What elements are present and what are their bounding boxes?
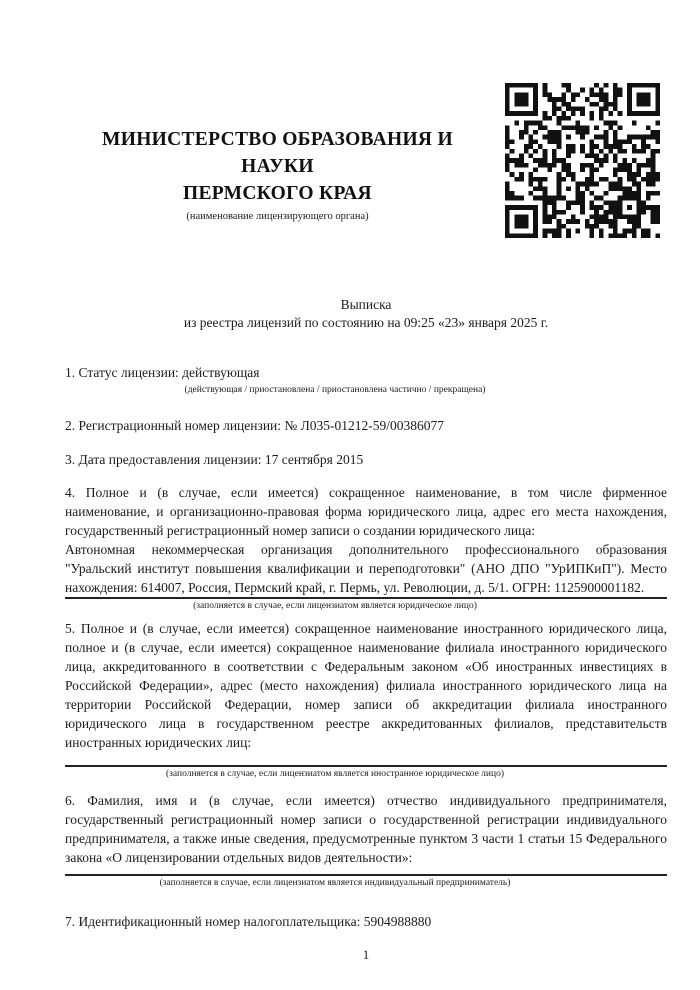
item-1-license-status: 1. Статус лицензии: действующая [65,365,260,380]
document-title-line2: из реестра лицензий по состоянию на 09:25 «23» января 2025 г. [183,315,549,330]
item-4-caption: (заполняется в случае, если лицензиатом является юридическое лицо) [193,601,477,611]
item-6-entrepreneur-question: 6. Фамилия, имя и (в случае, если имеется) отчество индивидуального предпринимателя, государственный регистрационный номер записи о государственной регистрации индивидуального предпринимателя, а также иные сведения, предусмотренные пунктом 3 части 1 статьи 15 Федерального закона «О лицензировании отдельных видов деятельности»: [65,793,667,865]
item-2-registration-number: 2. Регистрационный номер лицензии: № Л035-01212-59/00386077 [65,418,445,433]
page-number: 1 [362,947,370,962]
item-5-caption: (заполняется в случае, если лицензиатом является иностранное юридическое лицо) [166,769,504,779]
qr-code [505,83,660,238]
item-4-legal-entity-question: 4. Полное и (в случае, если имеется) сокращенное наименование, в том числе фирменное наименование, и организационно-правовая форма юридического лица, адрес его места нахождения, государственный регистрационный номер записи о создании юридического лица: [65,485,667,538]
item-4-fill-line [65,597,667,599]
item-6-caption: (заполняется в случае, если лицензиатом является индивидуальный предприниматель) [159,878,511,888]
item-5-fill-line [65,765,667,767]
item-5-foreign-entity-question: 5. Полное и (в случае, если имеется) сокращенное наименование иностранного юридического лица, полное и (в случае, если имеется) сокращенное наименование филиала иностранного юридического лица, аккредитованного в соответствии с Федеральным законом «Об иностранных инвестициях в Российской Федерации», адрес (место нахождения) филиала иностранного юридического лица на территории Российской Федерации, номер записи об аккредитации филиала иностранного юридического лица в государственном реестре аккредитованных филиалов, представительств иностранных юридических лиц: [65,621,667,750]
item-1-caption: (действующая / приостановлена / приостановлена частично / прекращена) [184,385,486,395]
licensing-authority-header [65,126,490,223]
ministry-caption: (наименование лицензирующего органа) [186,211,369,222]
document-title [65,296,667,332]
ministry-name-line2: ПЕРМСКОГО КРАЯ [183,183,372,204]
document-body [65,363,667,964]
item-4-legal-entity-answer: Автономная некоммерческая организация дополнительного профессионального образования "Уральский институт повышения квалификации и переподготовки" (АНО ДПО "УрИПКиП"). Место нахождения: 614007, Россия, Пермский край, г. Пермь, ул. Революции, д. 5/1. ОГРН: 1125900001182. [65,542,667,595]
document-title-line1: Выписка [340,297,392,312]
item-3-license-grant-date: 3. Дата предоставления лицензии: 17 сентября 2015 [65,452,364,467]
ministry-name [65,126,490,207]
ministry-name-line1: МИНИСТЕРСТВО ОБРАЗОВАНИЯ И НАУКИ [102,129,453,177]
item-7-taxpayer-number: 7. Идентификационный номер налогоплательщика: 5904988880 [65,914,432,929]
item-6-fill-line [65,874,667,876]
